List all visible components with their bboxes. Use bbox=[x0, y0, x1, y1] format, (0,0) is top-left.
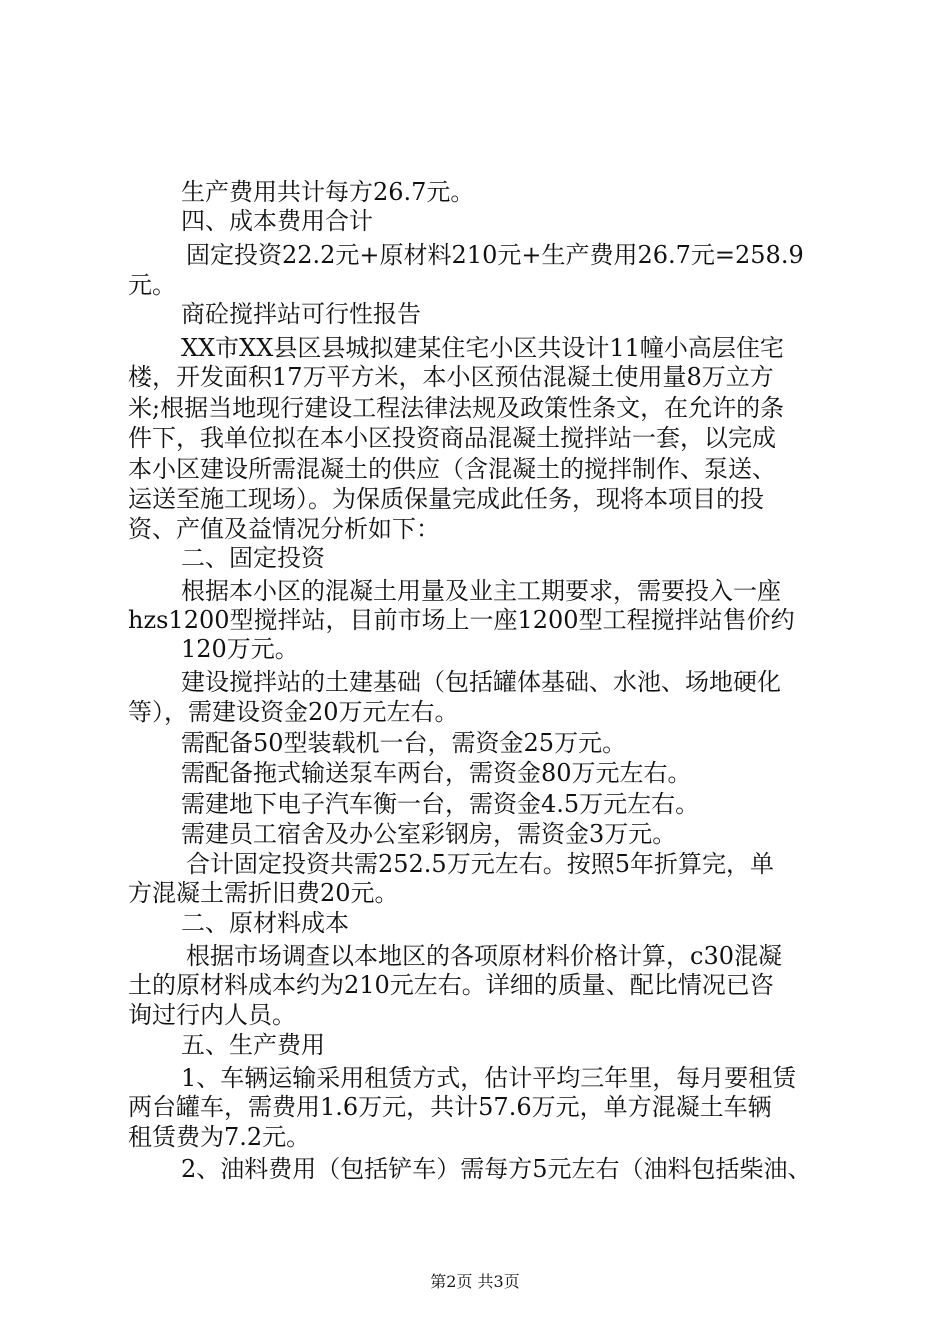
text-line: 资、产值及益情况分析如下： bbox=[128, 515, 440, 543]
text-line: 需建地下电子汽车衡一台，需资金4.5万元左右。 bbox=[181, 790, 700, 818]
page-footer: 第2页 共3页 bbox=[430, 1272, 520, 1291]
text-line: 根据本小区的混凝土用量及业主工期要求，需要投入一座 bbox=[181, 577, 781, 605]
text-line: 1、车辆运输采用租赁方式，估计平均三年里，每月要租赁 bbox=[181, 1064, 797, 1092]
section-heading: 二、原材料成本 bbox=[181, 909, 349, 937]
text-line: 运送至施工现场）。为保质保量完成此任务，现将本项目的投 bbox=[128, 485, 764, 513]
text-line: XX市XX县区县城拟建某住宅小区共设计11幢小高层住宅 bbox=[181, 334, 784, 362]
section-heading: 商砼搅拌站可行性报告 bbox=[181, 300, 421, 328]
section-heading: 二、固定投资 bbox=[181, 544, 325, 572]
text-line: 生产费用共计每方26.7元。 bbox=[181, 178, 475, 206]
text-line: 建设搅拌站的土建基础（包括罐体基础、水池、场地硬化 bbox=[181, 668, 781, 696]
section-heading: 五、生产费用 bbox=[181, 1031, 325, 1059]
text-line: 本小区建设所需混凝土的供应（含混凝土的搅拌制作、泵送、 bbox=[128, 455, 776, 483]
text-line: 土的原材料成本约为210元左右。详细的质量、配比情况已咨 bbox=[128, 971, 774, 999]
text-line: 需配备50型装载机一台，需资金25万元。 bbox=[181, 729, 627, 757]
text-line: 固定投资22.2元+原材料210元+生产费用26.7元=258.9 bbox=[186, 241, 804, 269]
text-line: 等），需建设资金20万元左右。 bbox=[128, 698, 459, 726]
text-line: 需建员工宿舍及办公室彩钢房，需资金3万元。 bbox=[181, 820, 677, 848]
text-line: 120万元。 bbox=[181, 635, 299, 663]
text-line: 米;根据当地现行建设工程法律法规及政策性条文，在允许的条 bbox=[128, 394, 785, 422]
text-line: 询过行内人员。 bbox=[128, 1001, 296, 1029]
text-line: 合计固定投资共需252.5万元左右。按照5年折算完，单 bbox=[186, 850, 774, 878]
text-line: 楼，开发面积17万平方米，本小区预估混凝土使用量8万立方 bbox=[128, 363, 774, 391]
section-heading: 四、成本费用合计 bbox=[181, 207, 373, 235]
text-line: 2、油料费用（包括铲车）需每方5元左右（油料包括柴油、 bbox=[181, 1155, 812, 1183]
text-line: hzs1200型搅拌站，目前市场上一座1200型工程搅拌站售价约 bbox=[128, 606, 795, 634]
text-line: 需配备拖式输送泵车两台，需资金80万元左右。 bbox=[181, 759, 692, 787]
text-line: 租赁费为7.2元。 bbox=[128, 1123, 311, 1151]
text-line: 元。 bbox=[128, 271, 176, 299]
text-line: 两台罐车，需费用1.6万元，共计57.6万元，单方混凝土车辆 bbox=[128, 1093, 772, 1121]
text-line: 方混凝土需折旧费20元。 bbox=[128, 879, 399, 907]
text-line: 件下，我单位拟在本小区投资商品混凝土搅拌站一套，以完成 bbox=[128, 424, 776, 452]
text-line: 根据市场调查以本地区的各项原材料价格计算，c30混凝 bbox=[186, 942, 782, 970]
